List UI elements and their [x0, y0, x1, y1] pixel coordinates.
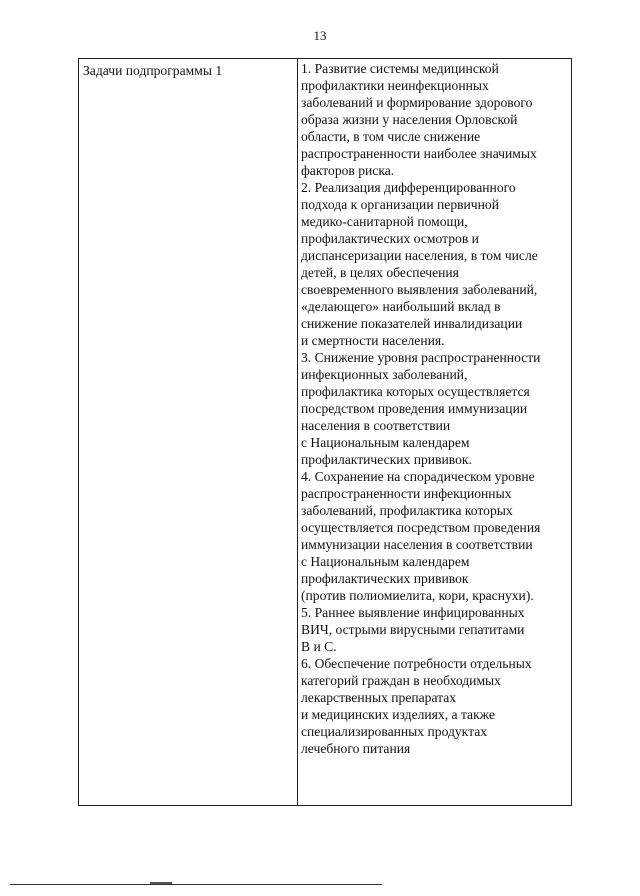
bottom-rule — [10, 884, 382, 885]
task-line: 4. Сохранение на спорадическом уровне — [301, 469, 535, 484]
task-line: (против полиомиелита, кори, краснухи). — [301, 588, 534, 603]
task-line: и смертности населения. — [301, 333, 445, 348]
task-line: заболеваний и формирование здорового — [301, 95, 533, 110]
task-line: распространенности наиболее значимых — [301, 146, 537, 161]
task-line: иммунизации населения в соответствии — [301, 537, 533, 552]
subprogram-tasks-cell — [301, 60, 571, 757]
task-line: распространенности инфекционных — [301, 486, 512, 501]
page-number: 13 — [313, 28, 327, 43]
task-line: с Национальным календарем — [301, 435, 470, 450]
task-line: с Национальным календарем — [301, 554, 470, 569]
task-line: профилактических прививок — [301, 571, 469, 586]
task-line: «делающего» наибольший вклад в — [301, 299, 501, 314]
task-line: 6. Обеспечение потребности отдельных — [301, 656, 532, 671]
task-line: детей, в целях обеспечения — [301, 265, 459, 280]
task-line: лекарственных препаратах — [301, 690, 457, 705]
task-line: заболеваний, профилактика которых — [301, 503, 513, 518]
task-line: своевременного выявления заболеваний, — [301, 282, 538, 297]
task-line: осуществляется посредством проведения — [301, 520, 541, 535]
task-line: профилактика которых осуществляется — [301, 384, 530, 399]
task-line: населения в соответствии — [301, 418, 451, 433]
task-line: 5. Раннее выявление инфицированных — [301, 605, 525, 620]
task-line: образа жизни у населения Орловской — [301, 112, 518, 127]
task-line: профилактики неинфекционных — [301, 78, 489, 93]
task-line: снижение показателей инвалидизации — [301, 316, 523, 331]
task-line: профилактических прививок. — [301, 452, 472, 467]
task-line: специализированных продуктах — [301, 724, 488, 739]
task-line: В и С. — [301, 639, 337, 654]
bottom-rule-mark — [150, 882, 172, 884]
subprogram-label-cell: Задачи подпрограммы 1 — [83, 63, 223, 78]
task-line: 2. Реализация дифференцированного — [301, 180, 516, 195]
task-line: профилактических осмотров и — [301, 231, 479, 246]
task-line: области, в том числе снижение — [301, 129, 481, 144]
task-line: 3. Снижение уровня распространенности — [301, 350, 541, 365]
task-line: медико-санитарной помощи, — [301, 214, 468, 229]
task-line: диспансеризации населения, в том числе — [301, 248, 538, 263]
subprogram-table — [78, 58, 572, 806]
task-line: 1. Развитие системы медицинской — [301, 61, 499, 76]
task-line: инфекционных заболеваний, — [301, 367, 468, 382]
task-line: лечебного питания — [301, 741, 411, 756]
task-line: категорий граждан в необходимых — [301, 673, 501, 688]
task-line: посредством проведения иммунизации — [301, 401, 528, 416]
column-divider — [297, 59, 298, 805]
task-line: ВИЧ, острыми вирусными гепатитами — [301, 622, 525, 637]
task-line: факторов риска. — [301, 163, 395, 178]
task-line: подхода к организации первичной — [301, 197, 499, 212]
task-line: и медицинских изделиях, а также — [301, 707, 495, 722]
